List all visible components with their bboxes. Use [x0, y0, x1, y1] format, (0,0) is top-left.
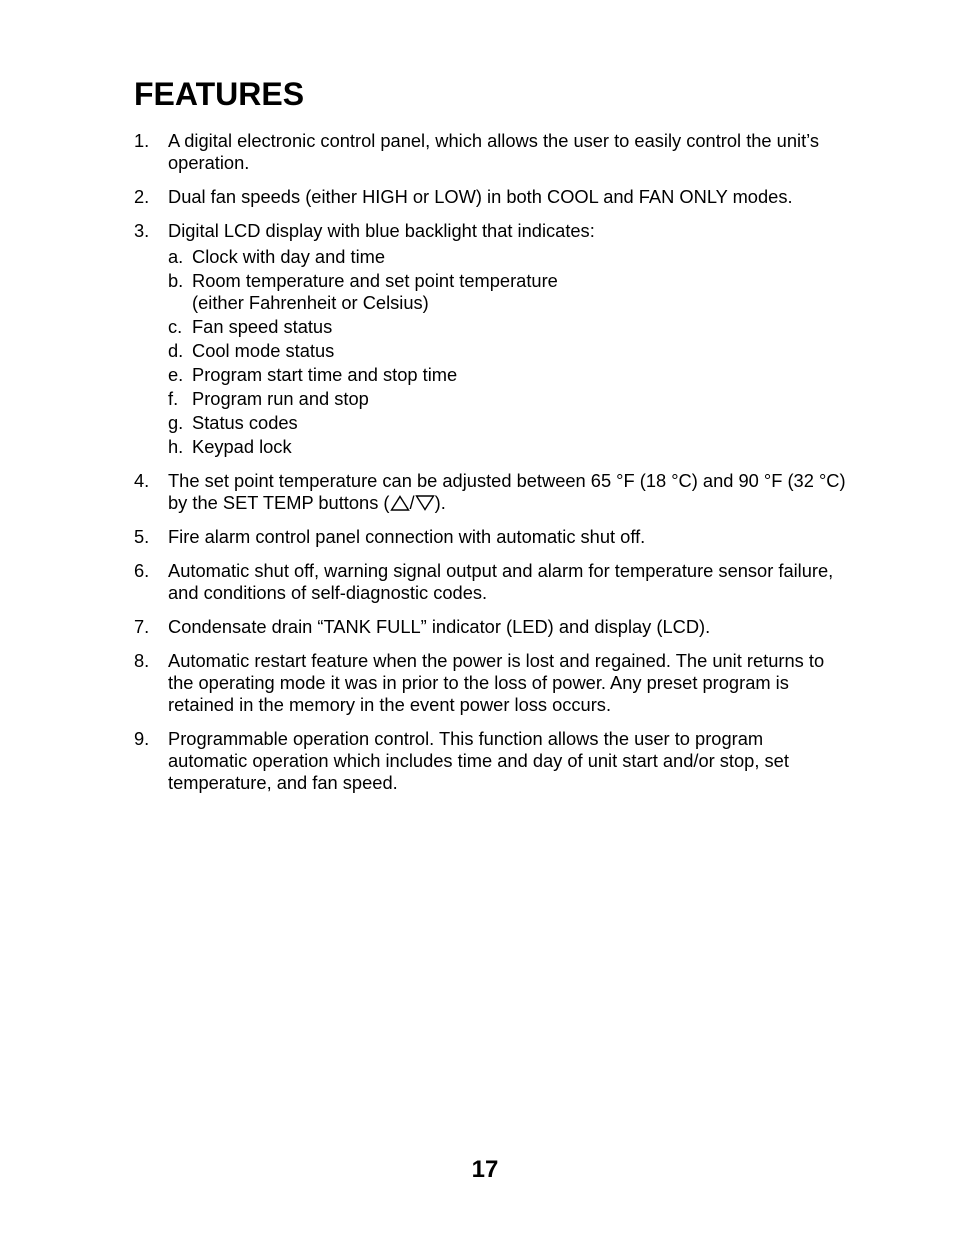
item-text: Dual fan speeds (either HIGH or LOW) in both COOL and FAN ONLY modes. — [168, 186, 793, 207]
sub-item-letter: d. — [168, 340, 184, 361]
item-number: 3. — [134, 220, 150, 241]
list-item — [134, 616, 846, 638]
item-text: The set point temperature can be adjusted between 65 °F (18 °C) and 90 °F (32 °C) by the SET TEMP buttons ( — [168, 470, 846, 513]
sub-item-text: Keypad lock — [192, 436, 292, 457]
sub-item — [168, 316, 846, 338]
sub-item-text: Cool mode status — [192, 340, 335, 361]
list-item — [134, 470, 846, 514]
item-number: 5. — [134, 526, 150, 547]
item-text: Digital LCD display with blue backlight that indicates: — [168, 220, 595, 241]
item-number: 7. — [134, 616, 150, 637]
sub-item — [168, 412, 846, 434]
sub-item-letter: c. — [168, 316, 183, 337]
down-triangle-icon — [415, 495, 435, 511]
sub-item-text: Status codes — [192, 412, 298, 433]
page-title: FEATURES — [134, 76, 305, 112]
sub-item-letter: f. — [168, 388, 179, 409]
list-item — [134, 526, 846, 548]
item-text: A digital electronic control panel, which allows the user to easily control the unit’s operation. — [168, 130, 820, 173]
sub-item-text: Room temperature and set point temperature — [192, 270, 558, 291]
up-triangle-icon — [390, 495, 410, 511]
sub-item-letter: h. — [168, 436, 184, 457]
page-number: 17 — [471, 1156, 499, 1183]
item-number: 9. — [134, 728, 150, 749]
sub-item — [168, 270, 846, 314]
triangle-separator: / — [409, 492, 415, 513]
sub-item-text: Program run and stop — [192, 388, 369, 409]
sub-item — [168, 364, 846, 386]
item-text: Condensate drain “TANK FULL” indicator (LED) and display (LCD). — [168, 616, 711, 637]
list-item — [134, 186, 846, 208]
sub-item-letter: a. — [168, 246, 184, 267]
item-text-end: ). — [434, 492, 446, 513]
display-indicators-list — [168, 246, 846, 458]
list-item — [134, 220, 846, 458]
list-item — [134, 650, 846, 716]
item-number: 4. — [134, 470, 150, 491]
item-number: 8. — [134, 650, 150, 671]
item-number: 1. — [134, 130, 150, 151]
sub-item — [168, 388, 846, 410]
feature-list — [134, 130, 846, 806]
sub-item-letter: e. — [168, 364, 184, 385]
item-text: Automatic restart feature when the power is lost and regained. The unit returns to the operating mode it was in prior to the loss of power. Any preset program is retained in the memory in the event power loss occurs. — [168, 650, 825, 715]
list-item — [134, 560, 846, 604]
sub-item-text: Fan speed status — [192, 316, 333, 337]
sub-item-letter: b. — [168, 270, 184, 291]
item-text: Programmable operation control. This function allows the user to program automatic operation which includes time and day of unit start and/or stop, set temperature, and fan speed. — [168, 728, 789, 793]
sub-item — [168, 340, 846, 362]
list-item — [134, 728, 846, 794]
sub-item — [168, 246, 846, 268]
item-text: Fire alarm control panel connection with automatic shut off. — [168, 526, 646, 547]
item-number: 6. — [134, 560, 150, 581]
item-number: 2. — [134, 186, 150, 207]
sub-item-letter: g. — [168, 412, 184, 433]
item-text: Automatic shut off, warning signal output and alarm for temperature sensor failure, and conditions of self-diagnostic codes. — [168, 560, 834, 603]
sub-item — [168, 436, 846, 458]
sub-item-text: Program start time and stop time — [192, 364, 458, 385]
sub-item-text: Clock with day and time — [192, 246, 386, 267]
list-item — [134, 130, 846, 174]
sub-item-text-continued: (either Fahrenheit or Celsius) — [192, 292, 429, 313]
